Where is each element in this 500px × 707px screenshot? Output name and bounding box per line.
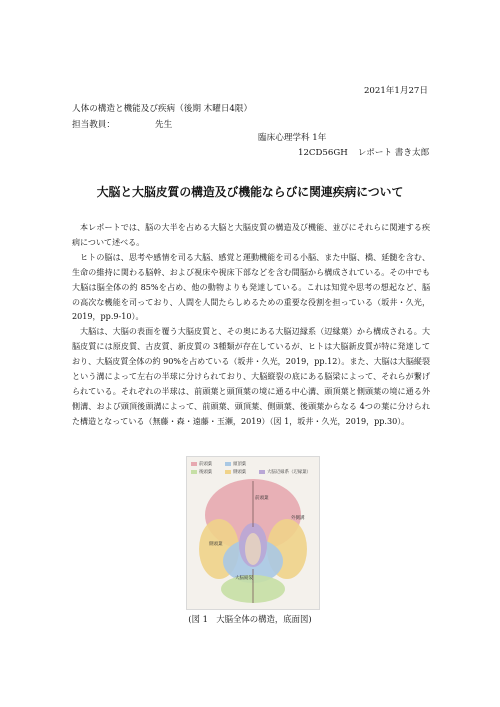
report-author: レポート 書き太郎 bbox=[357, 148, 430, 158]
student-id: 12CD56GH bbox=[298, 148, 348, 158]
brain-figure bbox=[186, 456, 320, 610]
legend-swatch bbox=[191, 462, 197, 466]
label-temporal: 側頭葉 bbox=[209, 542, 223, 547]
label-frontal: 前頭葉 bbox=[255, 496, 269, 501]
legend-item-occipital bbox=[191, 469, 212, 475]
course-name: 人体の構造と機能及び疾病（後期 木曜日4限） bbox=[72, 104, 253, 114]
legend-swatch bbox=[259, 470, 265, 474]
legend-item-limbic bbox=[259, 469, 311, 475]
paragraph: 大脳は、大脳の表面を覆う大脳皮質と、その奥にある大脳辺縁系（辺縁葉）から構成される。大脳皮質には原皮質、古皮質、新皮質の 3種類が存在しているが、ヒトは大脳新皮質が特に発達しており、大脳皮質全体の約 90%を占めている（坂井・久光，2019，pp.12）。また、大脳は大脳縦裂という溝によって左右の半球に分けられており、大脳縦裂の底にある脳梁によって、それらが繋げられている。それぞれの半球は、前頭葉と頭頂葉の境に通る中心溝、頭頂葉と側頭葉の境に通る外側溝、および頭頂後頭溝によって、前頭葉、頭頂葉、側頭葉、後頭葉からなる 4つの葉に分けられた構造となっている（無藤・森・遠藤・玉瀬，2019）（図 1，坂井・久光，2019，pp.30）。 bbox=[72, 327, 430, 426]
brainstem bbox=[245, 533, 261, 565]
legend-label: 側頭葉 bbox=[233, 470, 247, 475]
teacher-title: 先生 bbox=[154, 120, 173, 130]
brain-illustration bbox=[187, 457, 319, 609]
paragraph: ヒトの脳は、思考や感情を司る大脳、感覚と運動機能を司る小脳、また中脳、橋、延髄を含む、生命の維持に関わる脳幹、および視床や視床下部などを含む間脳から構成されている。その中でも大脳は脳全体の約 85%を占め、他の動物よりも発達している。これは知覚や思考の想起など、脳の高次な機能を司っており、人間を人間たらしめるための重要な役割を担っている（坂井・久光，2019，pp.9-10）。 bbox=[72, 252, 430, 322]
legend-swatch bbox=[191, 470, 197, 474]
paragraph: 本レポートでは、脳の大半を占める大脳と大脳皮質の構造及び機能、並びにそれらに関連する疾病について述べる。 bbox=[72, 223, 430, 247]
legend-item-temporal bbox=[225, 469, 246, 475]
department: 臨床心理学科 1年 bbox=[258, 133, 327, 143]
label-lateral-sulcus: 外側溝 bbox=[291, 516, 305, 521]
legend-label: 前頭葉 bbox=[199, 462, 213, 467]
student-info bbox=[298, 146, 439, 158]
report-date: 2021年1月27日 bbox=[363, 86, 428, 96]
legend-label: 頭頂葉 bbox=[233, 462, 247, 467]
label-fissure: 大脳縦裂 bbox=[235, 576, 253, 581]
report-title: 大脳と大脳皮質の構造及び機能ならびに関連疾病について bbox=[96, 185, 404, 199]
legend-swatch bbox=[225, 470, 231, 474]
legend-swatch bbox=[225, 462, 231, 466]
legend-item-parietal bbox=[225, 461, 246, 467]
teacher-label: 担当教員： bbox=[72, 120, 115, 130]
legend-label: 後頭葉 bbox=[199, 470, 213, 475]
figure-caption: (図 1 大脳全体の構造，底面図) bbox=[188, 614, 312, 624]
report-body bbox=[72, 221, 430, 430]
teacher-line bbox=[72, 118, 172, 130]
legend-item-frontal bbox=[191, 461, 212, 467]
legend-label: 大脳辺縁系（辺縁葉） bbox=[267, 470, 311, 475]
